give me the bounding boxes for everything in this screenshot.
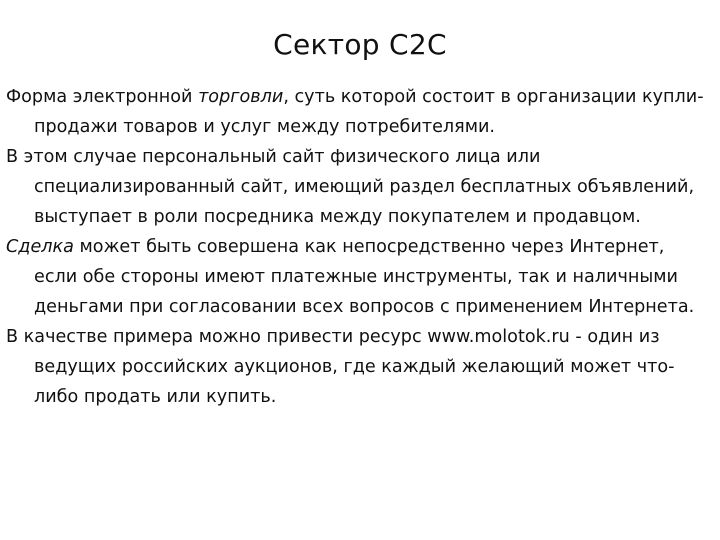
paragraph-2: В этом случае персональный сайт физического лица или специализированный сайт, имеющий раздел бесплатных объявлений, выступает в роли посредника между покупателем и продавцом. — [6, 147, 695, 227]
paragraph-3-italic-term: Сделка — [6, 237, 74, 257]
paragraph-3-rest: может быть совершена как непосредственно через Интернет, если обе стороны имеют платежные инструменты, так и наличными деньгами при согласовании всех вопросов с применением Интернета. — [34, 237, 695, 317]
paragraph-4-lead: В качестве примера можно привести ресурс — [6, 327, 428, 347]
slide-title: Сектор С2С — [273, 28, 447, 61]
paragraph-3 — [6, 232, 710, 322]
paragraph-4-rest: - один из ведущих российских аукционов, где каждый желающий может что-либо продать или купить. — [34, 327, 675, 407]
paragraph-1 — [6, 82, 710, 142]
resource-link-text: www.molotok.ru — [427, 327, 570, 347]
slide-body — [6, 82, 710, 412]
paragraph-1-rest: , суть которой состоит в организации купли-продажи товаров и услуг между потребителями. — [34, 87, 704, 137]
paragraph-1-lead: Форма электронной — [6, 87, 199, 107]
paragraph-4 — [6, 322, 710, 412]
paragraph-1-italic-term: торговли — [198, 87, 284, 107]
